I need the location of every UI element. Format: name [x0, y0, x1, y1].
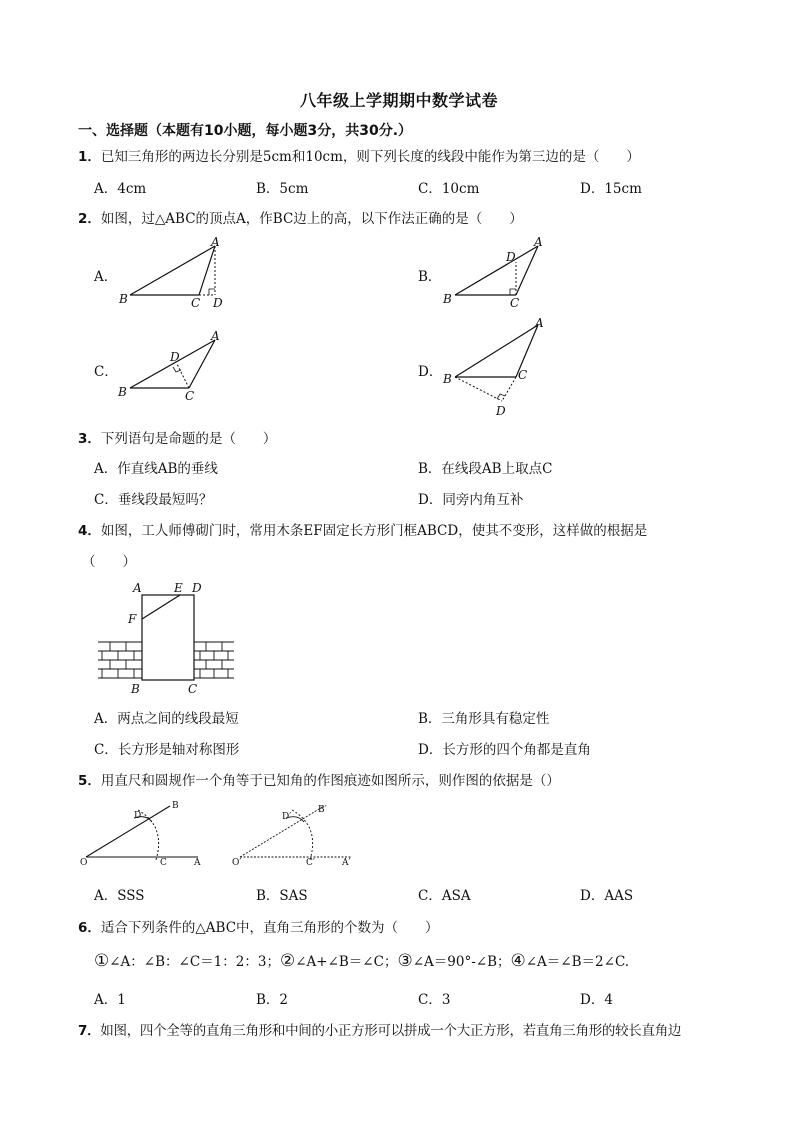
- question-text: 适合下列条件的△ABC中，直角三角形的个数为（ ）: [100, 920, 439, 936]
- point-label: C: [185, 389, 195, 403]
- point-label: A: [211, 235, 220, 249]
- condition-text: ∠A：∠B：∠C＝1：2：3；: [109, 954, 280, 970]
- question-3: [78, 427, 276, 447]
- point-label: E: [174, 581, 183, 595]
- point-label: C′: [306, 858, 315, 868]
- q4-option-b[interactable]: B．三角形具有稳定性: [418, 711, 550, 727]
- question-5: [78, 769, 560, 789]
- page-title: 八年级上学期期中数学试卷: [300, 91, 499, 110]
- point-label: O′: [232, 858, 242, 868]
- point-label: C: [160, 858, 167, 868]
- q5-option-a[interactable]: A．SSS: [94, 888, 145, 904]
- q2-figure-c: [115, 330, 235, 410]
- condition-text: ∠A+∠B＝∠C；: [295, 954, 398, 970]
- point-label: D: [134, 811, 142, 821]
- point-label: A: [194, 858, 201, 868]
- question-7: [78, 1019, 681, 1039]
- point-label: D: [506, 250, 516, 264]
- question-number: 6．: [78, 920, 101, 936]
- point-label: B′: [318, 805, 327, 815]
- question-number: 5．: [78, 773, 101, 789]
- q5-figure-original-angle: [76, 798, 216, 870]
- question-1: [78, 145, 640, 165]
- point-label: A: [534, 235, 543, 249]
- section-heading: 一、选择题（本题有10小题，每小题3分，共30分.）: [78, 123, 413, 139]
- q2-option-c[interactable]: C．: [94, 364, 118, 380]
- q6-option-b[interactable]: B．2: [256, 992, 289, 1008]
- point-label: B: [172, 801, 179, 811]
- question-number: 7．: [78, 1023, 101, 1039]
- q4-option-d[interactable]: D．长方形的四个角都是直角: [418, 742, 591, 758]
- q3-option-d[interactable]: D．同旁内角互补: [418, 492, 524, 508]
- question-2: [78, 207, 523, 227]
- condition-marker: ③: [397, 951, 413, 971]
- q5-option-d[interactable]: D．AAS: [580, 888, 634, 904]
- condition-marker: ②: [279, 951, 296, 971]
- q4-option-c[interactable]: C．长方形是轴对称图形: [94, 742, 240, 758]
- q2-option-b[interactable]: B．: [418, 269, 442, 285]
- point-label: D: [496, 404, 506, 418]
- q2-option-d[interactable]: D．: [418, 364, 443, 380]
- point-label: D′: [282, 812, 292, 822]
- question-number: 3．: [78, 431, 101, 447]
- point-label: C: [518, 368, 528, 382]
- q6-option-a[interactable]: A．1: [94, 992, 126, 1008]
- question-number: 1．: [78, 149, 101, 165]
- point-label: C: [191, 296, 201, 310]
- q6-option-c[interactable]: C．3: [418, 992, 451, 1008]
- q5-option-c[interactable]: C．ASA: [418, 888, 471, 904]
- q5-option-b[interactable]: B．SAS: [256, 888, 308, 904]
- point-label: B: [118, 385, 127, 399]
- q2-figure-d: [440, 315, 560, 418]
- condition-marker: ①: [94, 951, 110, 971]
- question-text: 下列语句是命题的是（ ）: [100, 431, 277, 447]
- point-label: A′: [342, 858, 351, 868]
- point-label: B: [131, 682, 140, 696]
- q1-option-c[interactable]: C．10cm: [418, 181, 480, 197]
- question-6: [78, 916, 439, 936]
- point-label: A: [211, 329, 220, 343]
- q3-option-c[interactable]: C．垂线段最短吗？: [94, 492, 213, 508]
- q3-option-b[interactable]: B．在线段AB上取点C: [418, 461, 553, 477]
- question-number: 4．: [78, 523, 101, 539]
- question-number: 2．: [78, 211, 101, 227]
- question-text: 如图，工人师傅砌门时，常用木条EF固定长方形门框ABCD，使其不变形，这样做的根据是: [100, 523, 648, 539]
- q4-option-a[interactable]: A．两点之间的线段最短: [94, 711, 239, 727]
- condition-text: ∠A＝∠B＝2∠C.: [525, 954, 630, 970]
- point-label: O: [80, 858, 88, 868]
- q3-option-a[interactable]: A．作直线AB的垂线: [94, 461, 218, 477]
- q2-option-a[interactable]: A．: [94, 269, 118, 285]
- point-label: A: [133, 581, 142, 595]
- q5-figure-copied-angle: [230, 798, 370, 870]
- point-label: F: [128, 612, 137, 626]
- condition-marker: ④: [510, 951, 526, 971]
- point-label: D: [213, 296, 223, 310]
- point-label: C: [188, 682, 198, 696]
- q6-option-d[interactable]: D．4: [580, 992, 613, 1008]
- question-4: [78, 519, 647, 539]
- point-label: C: [510, 296, 520, 310]
- q2-figure-b: [440, 235, 560, 315]
- point-label: D: [192, 581, 202, 595]
- question-text: 如图，四个全等的直角三角形和中间的小正方形可以拼成一个大正方形，若直角三角形的较长直角边: [100, 1023, 682, 1039]
- point-label: B: [443, 372, 452, 386]
- q4-figure-door: [90, 578, 240, 698]
- q6-conditions: [94, 950, 629, 971]
- question-text: 已知三角形的两边长分别是5cm和10cm，则下列长度的线段中能作为第三边的是（ ）: [100, 149, 640, 165]
- point-label: A: [535, 316, 544, 330]
- question-4-bracket: （ ）: [82, 554, 136, 570]
- condition-text: ∠A＝90°-∠B；: [412, 954, 511, 970]
- q1-option-b[interactable]: B．5cm: [256, 181, 309, 197]
- question-text: 如图，过△ABC的顶点A，作BC边上的高，以下作法正确的是（ ）: [100, 211, 523, 227]
- point-label: B: [443, 292, 452, 306]
- question-text: 用直尺和圆规作一个角等于已知角的作图痕迹如图所示，则作图的依据是（）: [100, 773, 560, 789]
- point-label: B: [119, 292, 128, 306]
- q1-option-a[interactable]: A．4cm: [94, 181, 147, 197]
- q2-figure-a: [115, 235, 235, 315]
- point-label: D: [170, 350, 180, 364]
- q1-option-d[interactable]: D．15cm: [580, 181, 642, 197]
